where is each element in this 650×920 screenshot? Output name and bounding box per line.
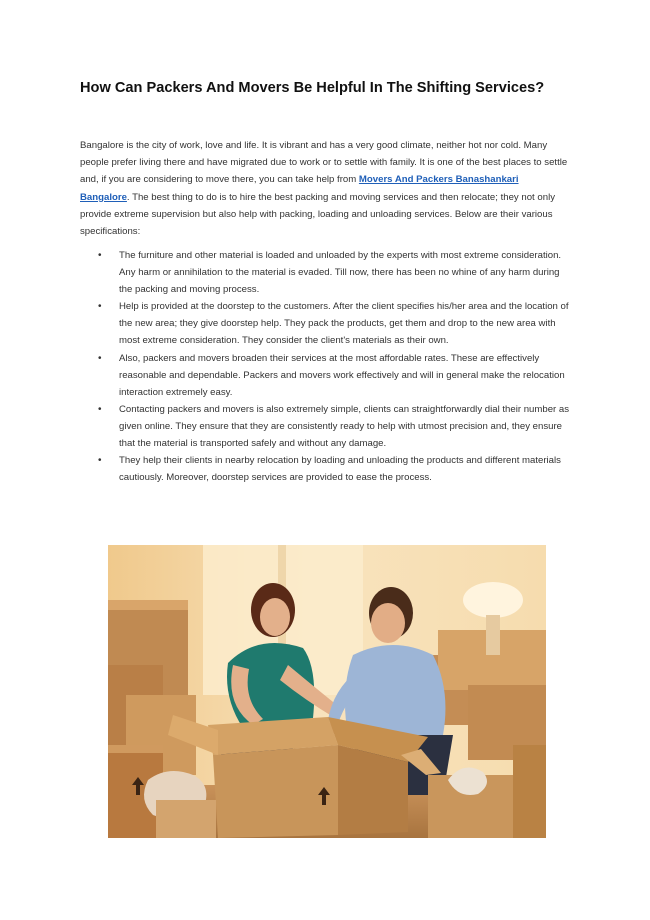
list-item: [80, 350, 570, 401]
intro-text-after-link: . The best thing to do is to hire the best packing and moving services and then relocate; they not only provide extreme supervision but also help with packing, loading and unloading services. Below are their various specifications:: [80, 191, 555, 238]
list-item: [80, 247, 570, 298]
list-item: [80, 401, 570, 452]
specifications-list: [80, 247, 570, 486]
bullet-icon: •: [98, 250, 102, 261]
bullet-icon: •: [98, 301, 102, 313]
list-item-text: Help is provided at the doorstep to the customers. After the client specifies his/her area and the location of the new area; they give doorstep help. They pack the products, get them and drop to the new area with most extreme consideration. They consider the client's materials as their own.: [119, 301, 569, 347]
list-item: [80, 452, 570, 486]
bullet-icon: •: [98, 403, 102, 415]
list-item-text: Also, packers and movers broaden their services at the most affordable rates. These are effectively reasonable and dependable. Packers and movers work effectively and will in general make the relocation interaction extremely easy.: [119, 352, 565, 398]
intro-text-before-link: Bangalore is the city of work, love and life. It is vibrant and has a very good climate, neither hot nor cold. Many people prefer living there and have migrated due to work or to settle with family. It is one of the best places to settle and, if you are considering to move there, you can take help from: [80, 140, 568, 186]
list-item-text: The furniture and other material is loaded and unloaded by the experts with most extreme consideration. Any harm or annihilation to the material is evaded. Till now, there has been no whine of any harm during the packing and moving process.: [119, 250, 562, 296]
list-item-text: Contacting packers and movers is also extremely simple, clients can straightforwardly dial their number as given online. They ensure that they are consistently ready to help with utmost precision and, they ensure that the material is transported safely and without any damage.: [119, 403, 570, 450]
list-item-text: They help their clients in nearby relocation by loading and unloading the products and different materials cautiously. Moreover, doorstep services are provided to ease the process.: [119, 455, 561, 484]
bullet-icon: •: [98, 455, 102, 467]
intro-paragraph: [80, 137, 570, 240]
couple-packing-boxes-photo: [108, 545, 546, 838]
list-item: [80, 298, 570, 349]
bullet-icon: •: [98, 352, 102, 364]
page-title: How Can Packers And Movers Be Helpful In The Shifting Services?: [80, 80, 545, 96]
movers-packers-banashankari-link[interactable]: Movers And Packers Banashankari Bangalore: [80, 174, 519, 203]
